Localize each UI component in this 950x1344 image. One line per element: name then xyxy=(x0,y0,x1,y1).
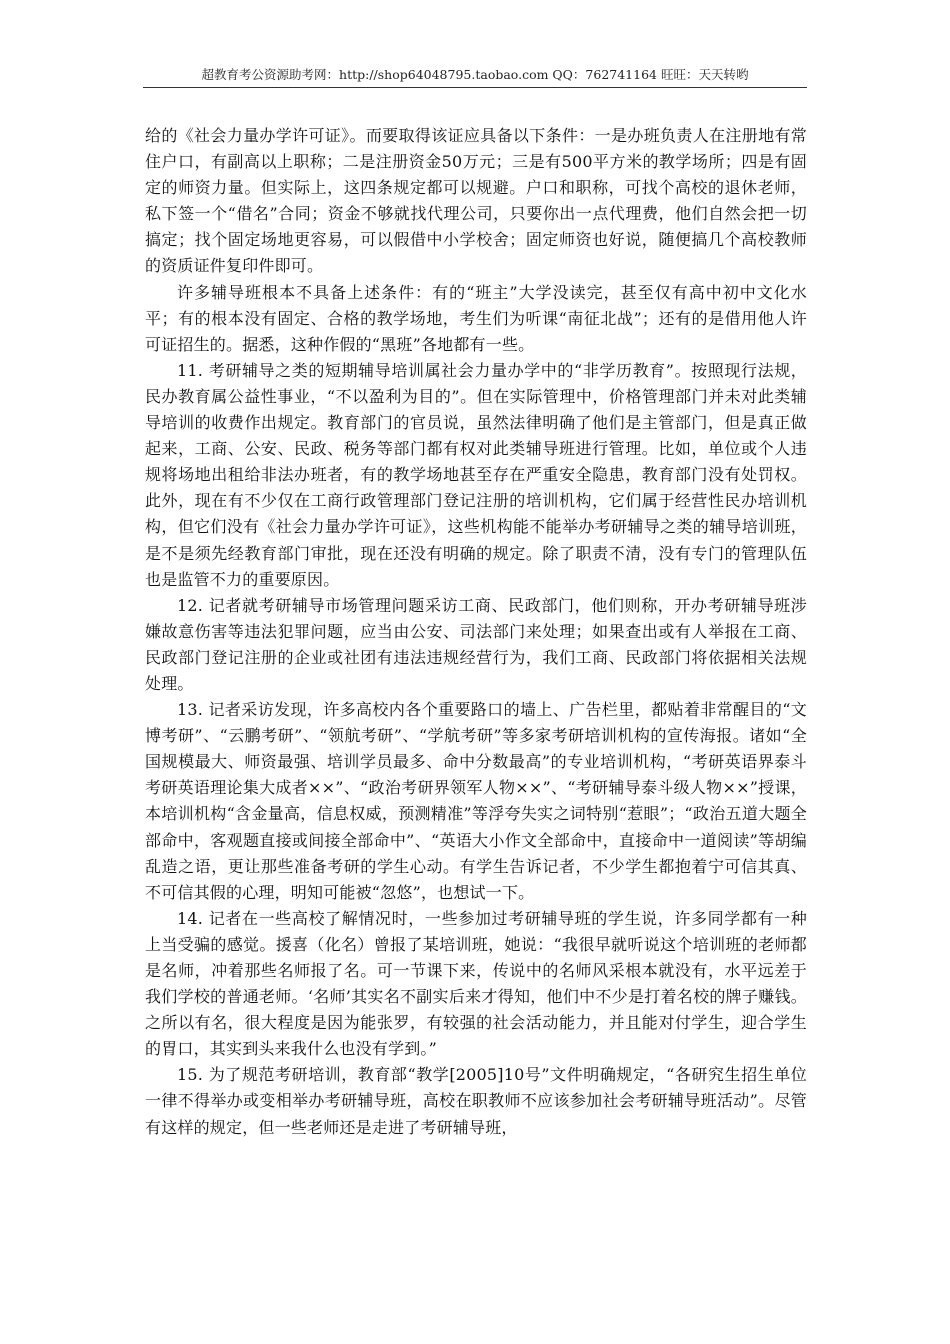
paragraph-15: 15. 为了规范考研培训，教育部“教学[2005]10号”文件明确规定，“各研究生招生单位一律不得举办或变相举办考研辅导班，高校在职教师不应该参加社会考研辅导班活动”。尽管有这样的规定，但一些老师还是走进了考研辅导班， xyxy=(145,1065,807,1137)
paragraph-11: 11. 考研辅导之类的短期辅导培训属社会力量办学中的“非学历教育”。按照现行法规，民办教育属公益性事业，“不以盈利为目的”。但在实际管理中，价格管理部门并未对此类辅导培训的收费作出规定。教育部门的官员说，虽然法律明确了他们是主管部门，但是真正做起来，工商、公安、民政、税务等部门都有权对此类辅导班进行管理。比如，单位或个人违规将场地出租给非法办班者，有的教学场地甚至存在严重安全隐患，教育部门没有处罚权。此外，现在有不少仅在工商行政管理部门登记注册的培训机构，它们属于经营性民办培训机构，但它们没有《社会力量办学许可证》，这些机构能不能举办考研辅导之类的辅导培训班，是不是须先经教育部门审批，现在还没有明确的规定。除了职责不清，没有专门的管理队伍也是监管不力的重要原因。 xyxy=(145,360,807,589)
page-header: 超教育考公资源助考网：http://shop64048795.taobao.com QQ：762741164 旺旺：天天转哟 xyxy=(201,67,749,82)
header-rule xyxy=(143,87,807,88)
paragraph-1: 给的《社会力量办学许可证》。而要取得该证应具备以下条件：一是办班负责人在注册地有常住户口，有副高以上职称；二是注册资金50万元；三是有500平方米的教学场所；四是有固定的师资力量。但实际上，这四条规定都可以规避。户口和职称，可找个高校的退休老师，私下签一个“借名”合同；资金不够就找代理公司，只要你出一点代理费，他们自然会把一切搞定；找个固定场地更容易，可以假借中小学校舍；固定师资也好说，随便搞几个高校教师的资质证件复印件即可。 xyxy=(145,126,807,276)
paragraph-12: 12. 记者就考研辅导市场管理问题采访工商、民政部门，他们则称，开办考研辅导班涉嫌故意伤害等违法犯罪问题，应当由公安、司法部门来处理；如果查出或有人举报在工商、民政部门登记注册的企业或社团有违法违规经营行为，我们工商、民政部门将依据相关法规处理。 xyxy=(145,595,807,693)
paragraph-2: 许多辅导班根本不具备上述条件：有的“班主”大学没读完，甚至仅有高中初中文化水平；有的根本没有固定、合格的教学场地，考生们为听课“南征北战”；还有的是借用他人许可证招生的。据悉，这种作假的“黑班”各地都有一些。 xyxy=(145,282,807,354)
paragraph-14: 14. 记者在一些高校了解情况时，一些参加过考研辅导班的学生说，许多同学都有一种上当受骗的感觉。援喜（化名）曾报了某培训班，她说：“我很早就听说这个培训班的老师都是名师，冲着那些名师报了名。可一节课下来，传说中的名师风采根本就没有，水平远差于我们学校的普通老师。‘名师’其实名不副实后来才得知，他们中不少是打着名校的牌子赚钱。之所以有名，很大程度是因为能张罗，有较强的社会活动能力，并且能对付学生，迎合学生的胃口，其实到头来我什么也没有学到。” xyxy=(145,908,807,1059)
document-body xyxy=(145,123,807,1141)
paragraph-13: 13. 记者采访发现，许多高校内各个重要路口的墙上、广告栏里，都贴着非常醒目的“文博考研”、“云鹏考研”、“领航考研”、“学航考研”等多家考研培训机构的宣传海报。诸如“全国规模最大、师资最强、培训学员最多、命中分数最高”的专业培训机构，“考研英语界泰斗考研英语理论集大成者××”、“政治考研界领军人物××”、“考研辅导泰斗级人物××”授课，本培训机构“含金量高，信息权威，预测精准”等浮夸失实之词特别“惹眼”；“政治五道大题全部命中，客观题直接或间接全部命中”、“英语大小作文全部命中，直接命中一道阅读”等胡编乱造之语，更让那些准备考研的学生心动。有学生告诉记者，不少学生都抱着宁可信其真、不可信其假的心理，明知可能被“忽悠”，也想试一下。 xyxy=(145,700,807,902)
